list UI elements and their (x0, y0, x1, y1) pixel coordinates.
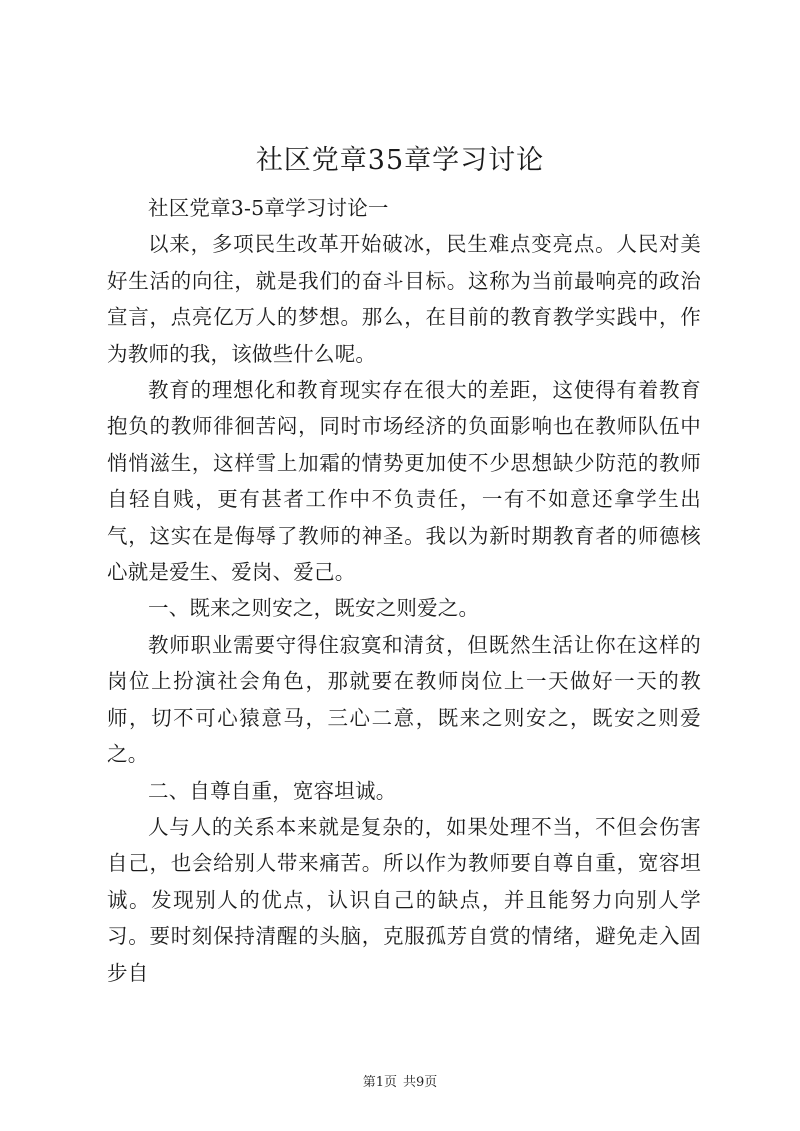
body-paragraph: 人与人的关系本来就是复杂的，如果处理不当，不但会伤害自己，也会给别人带来痛苦。所以作为教师要自尊自重，宽容坦诚。发现别人的优点，认识自己的缺点，并且能努力向别人学习。要时刻保持清醒的头脑，克服孤芳自赏的情绪，避免走入固步自 (107, 814, 701, 985)
subtitle-paragraph: 社区党章3-5章学习讨论一 (148, 196, 389, 220)
body-paragraph: 教育的理想化和教育现实存在很大的差距，这使得有着教育抱负的教师徘徊苦闷，同时市场经济的负面影响也在教师队伍中悄悄滋生，这样雪上加霜的情势更加使不少思想缺少防范的教师自轻自贱，更有甚者工作中不负责任，一有不如意还拿学生出气，这实在是侮辱了教师的神圣。我以为新时期教育者的师德核心就是爱生、爱岗、爱己。 (107, 378, 701, 585)
page-footer (0, 1074, 800, 1092)
section-heading-2: 二、自尊自重，宽容坦诚。 (148, 778, 397, 803)
section-heading-1: 一、既来之则安之，既安之则爱之。 (148, 596, 480, 621)
page-number: 第1页 (362, 1075, 397, 1090)
page-total: 共9页 (403, 1075, 438, 1090)
intro-paragraph: 以来，多项民生改革开始破冰，民生难点变亮点。人民对美好生活的向往，就是我们的奋斗目标。这称为当前最响亮的政治宣言，点亮亿万人的梦想。那么，在目前的教育教学实践中，作为教师的我，该做些什么呢。 (107, 232, 701, 366)
document-title: 社区党章35章学习讨论 (255, 145, 545, 176)
body-paragraph: 教师职业需要守得住寂寞和清贫，但既然生活让你在这样的岗位上扮演社会角色，那就要在教师岗位上一天做好一天的教师，切不可心猿意马，三心二意，既来之则安之，既安之则爱之。 (107, 632, 701, 767)
document-body (107, 190, 701, 991)
